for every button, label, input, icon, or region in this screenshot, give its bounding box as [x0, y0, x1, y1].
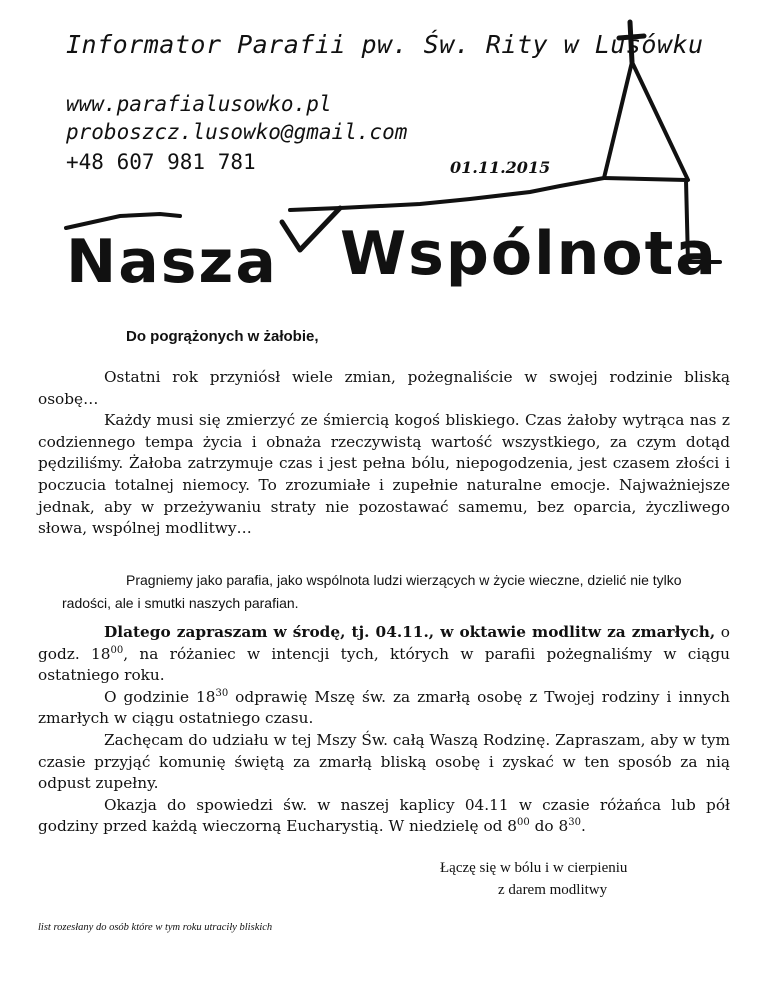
paragraph-3	[38, 622, 730, 687]
paragraph-5: Zachęcam do udziału w tej Mszy Św. całą Waszą Rodzinę. Zapraszam, aby w tym czasie przyjąć komunię świętą za zmarłą bliską osobę i zyskać w ten sposób za nią odpust zupełny.	[38, 730, 730, 793]
letter-body	[38, 367, 730, 540]
parish-email-link[interactable]: proboszcz.lusowko@gmail.com	[66, 120, 408, 144]
p6-time-sup-2: 30	[568, 817, 581, 829]
parish-website-link[interactable]: www.parafialusowko.pl	[66, 92, 332, 116]
p4-time-sup: 30	[215, 687, 229, 699]
closing-line-1: Łączę się w bólu i w cierpieniu	[440, 860, 628, 876]
p3-text-b: , na różaniec w intencji tych, których w parafii pożegnaliśmy w ciągu ostatniego roku.	[38, 644, 731, 685]
p6-text-a: Okazja do spowiedzi św. w naszej kaplicy 04.11 w czasie różańca lub pół godziny przed każdą wieczorną Eucharystią. W niedzielę od 8	[38, 795, 730, 836]
letter-invitation	[38, 622, 730, 838]
paragraph-2: Każdy musi się zmierzyć ze śmiercią kogoś bliskiego. Czas żałoby wytrąca nas z codziennego tempa życia i obnaża rzeczywistą wartość wszystkiego, za czym dotąd pędziliśmy. Żałoba zatrzymuje czas i jest pełna bólu, niepogodzenia, jest czasem złości i poczucia totalnej niemocy. To zrozumiałe i zupełnie naturalne emocje. Najważniejsze jednak, aby w przeżywaniu straty nie pozostawać samemu, bez oparcia, życzliwego słowa, wspólnej modlitwy…	[38, 411, 730, 538]
issue-date: 01.11.2015	[450, 158, 551, 177]
footnote: list rozesłany do osób które w tym roku utraciły bliskich	[38, 922, 273, 933]
p6-text-c: .	[580, 817, 586, 836]
paragraph-6	[38, 795, 730, 838]
parish-phone: +48 607 981 781	[66, 150, 256, 174]
paragraph-1: Ostatni rok przyniósł wiele zmian, pożegnaliście w swojej rodzinie bliską osobę…	[38, 368, 730, 408]
letter-quote	[62, 569, 732, 615]
masthead-right-word: Wspólnota	[340, 219, 718, 289]
p4-text-b: odprawię Mszę św. za zmarłą osobę z Twojej rodziny i innych zmarłych w ciągu ostatniego czasu.	[38, 687, 730, 728]
p3-text-a: o godz. 18	[38, 623, 730, 663]
letter-salutation: Do pogrążonych w żałobie,	[126, 328, 319, 345]
masthead-logo	[60, 210, 720, 300]
invitation-bold: Dlatego zapraszam w środę, tj. 04.11., w oktawie modlitw za zmarłych,	[104, 623, 716, 641]
quote-text: Pragniemy jako parafia, jako wspólnota ludzi wierzących w życie wieczne, dzielić nie tylko radości, ale i smutki naszych parafian.	[62, 572, 682, 611]
masthead-left-word: Nasza	[66, 227, 278, 297]
p4-text-a: O godzinie 18	[104, 687, 216, 706]
p6-time-sup-1: 00	[517, 817, 530, 829]
closing-line-2: z darem modlitwy	[498, 882, 608, 898]
paragraph-4	[38, 687, 730, 730]
p3-time-sup: 00	[110, 644, 124, 656]
parish-title: Informator Parafii pw. Św. Rity w Lusówku	[66, 30, 704, 59]
p6-text-b: do 8	[529, 817, 569, 836]
